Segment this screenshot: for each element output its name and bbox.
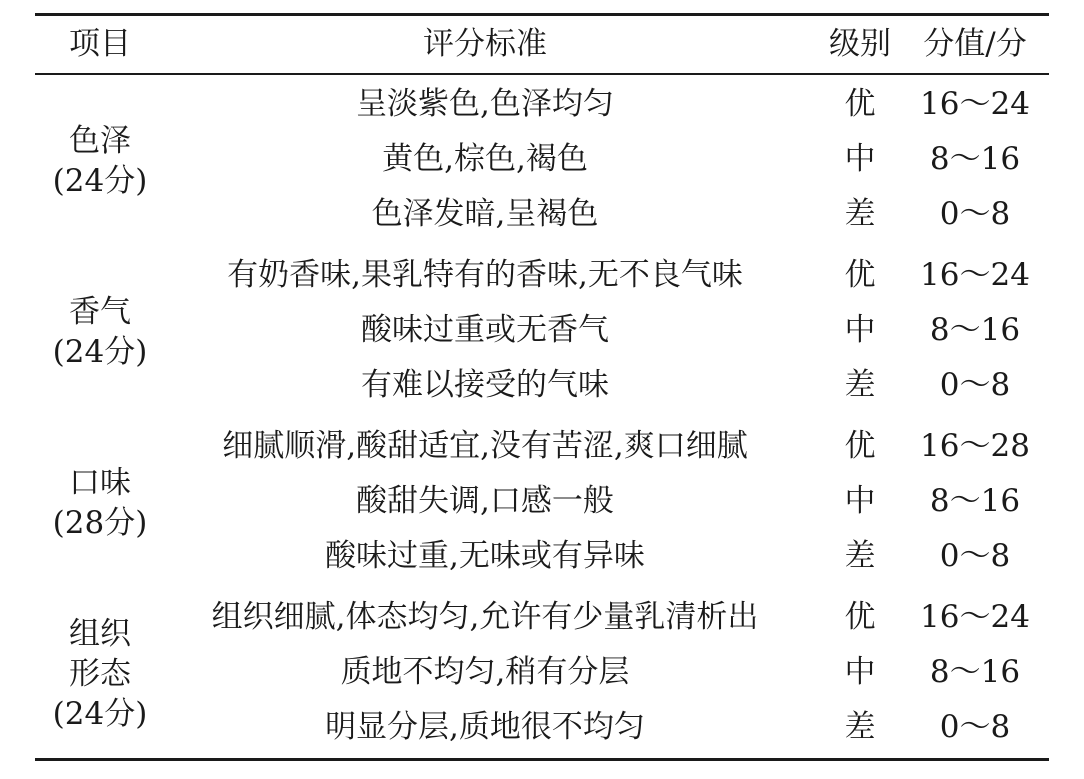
- score-cell: 16～28: [920, 428, 1030, 464]
- score-cell: 0～8: [939, 367, 1011, 403]
- header-rule: [35, 73, 1049, 75]
- level-cell: 优: [844, 428, 876, 464]
- top-rule: [35, 13, 1049, 16]
- criteria-cell: 有奶香味,果乳特有的香味,无不良气味: [227, 257, 743, 293]
- criteria-cell: 有难以接受的气味: [361, 367, 609, 403]
- header-criteria: 评分标准: [423, 26, 547, 62]
- criteria-cell: 呈淡紫色,色泽均匀: [356, 86, 614, 122]
- level-cell: 优: [844, 86, 876, 122]
- score-cell: 16～24: [920, 257, 1030, 293]
- level-cell: 中: [844, 654, 876, 690]
- level-cell: 优: [844, 257, 876, 293]
- level-cell: 优: [844, 599, 876, 635]
- score-cell: 8～16: [929, 483, 1021, 519]
- header-level: 级别: [829, 26, 891, 62]
- category-name: 组织: [69, 616, 131, 652]
- level-cell: 差: [844, 367, 876, 403]
- category-name: 形态: [69, 656, 131, 692]
- level-cell: 中: [844, 483, 876, 519]
- score-cell: 16～24: [920, 599, 1030, 635]
- level-cell: 中: [844, 141, 876, 177]
- level-cell: 中: [844, 312, 876, 348]
- category-taste: [45, 463, 155, 543]
- category-name: 色泽: [69, 123, 131, 159]
- category-points: (24分): [52, 334, 148, 370]
- category-color: [45, 121, 155, 201]
- level-cell: 差: [844, 538, 876, 574]
- category-name: 口味: [69, 465, 131, 501]
- criteria-cell: 明显分层,质地很不均匀: [325, 709, 645, 745]
- criteria-cell: 质地不均匀,稍有分层: [340, 654, 630, 690]
- criteria-cell: 细腻顺滑,酸甜适宜,没有苦涩,爽口细腻: [222, 428, 748, 464]
- criteria-cell: 酸甜失调,口感一般: [356, 483, 614, 519]
- category-points: (24分): [52, 696, 148, 732]
- criteria-cell: 色泽发暗,呈褐色: [371, 196, 599, 232]
- score-cell: 16～24: [920, 86, 1030, 122]
- level-cell: 差: [844, 196, 876, 232]
- criteria-cell: 酸味过重,无味或有异味: [325, 538, 645, 574]
- score-cell: 8～16: [929, 312, 1021, 348]
- score-cell: 0～8: [939, 538, 1011, 574]
- category-points: (24分): [52, 163, 148, 199]
- criteria-cell: 酸味过重或无香气: [361, 312, 609, 348]
- score-cell: 8～16: [929, 654, 1021, 690]
- score-cell: 0～8: [939, 709, 1011, 745]
- category-aroma: [45, 292, 155, 372]
- criteria-cell: 黄色,棕色,褐色: [382, 141, 588, 177]
- category-texture: [45, 614, 155, 734]
- category-points: (28分): [52, 505, 148, 541]
- category-name: 香气: [69, 294, 131, 330]
- score-cell: 0～8: [939, 196, 1011, 232]
- header-score: 分值/分: [923, 26, 1027, 62]
- score-cell: 8～16: [929, 141, 1021, 177]
- level-cell: 差: [844, 709, 876, 745]
- bottom-rule: [35, 758, 1049, 761]
- criteria-cell: 组织细腻,体态均匀,允许有少量乳清析出: [211, 599, 759, 635]
- header-item: 项目: [69, 26, 131, 62]
